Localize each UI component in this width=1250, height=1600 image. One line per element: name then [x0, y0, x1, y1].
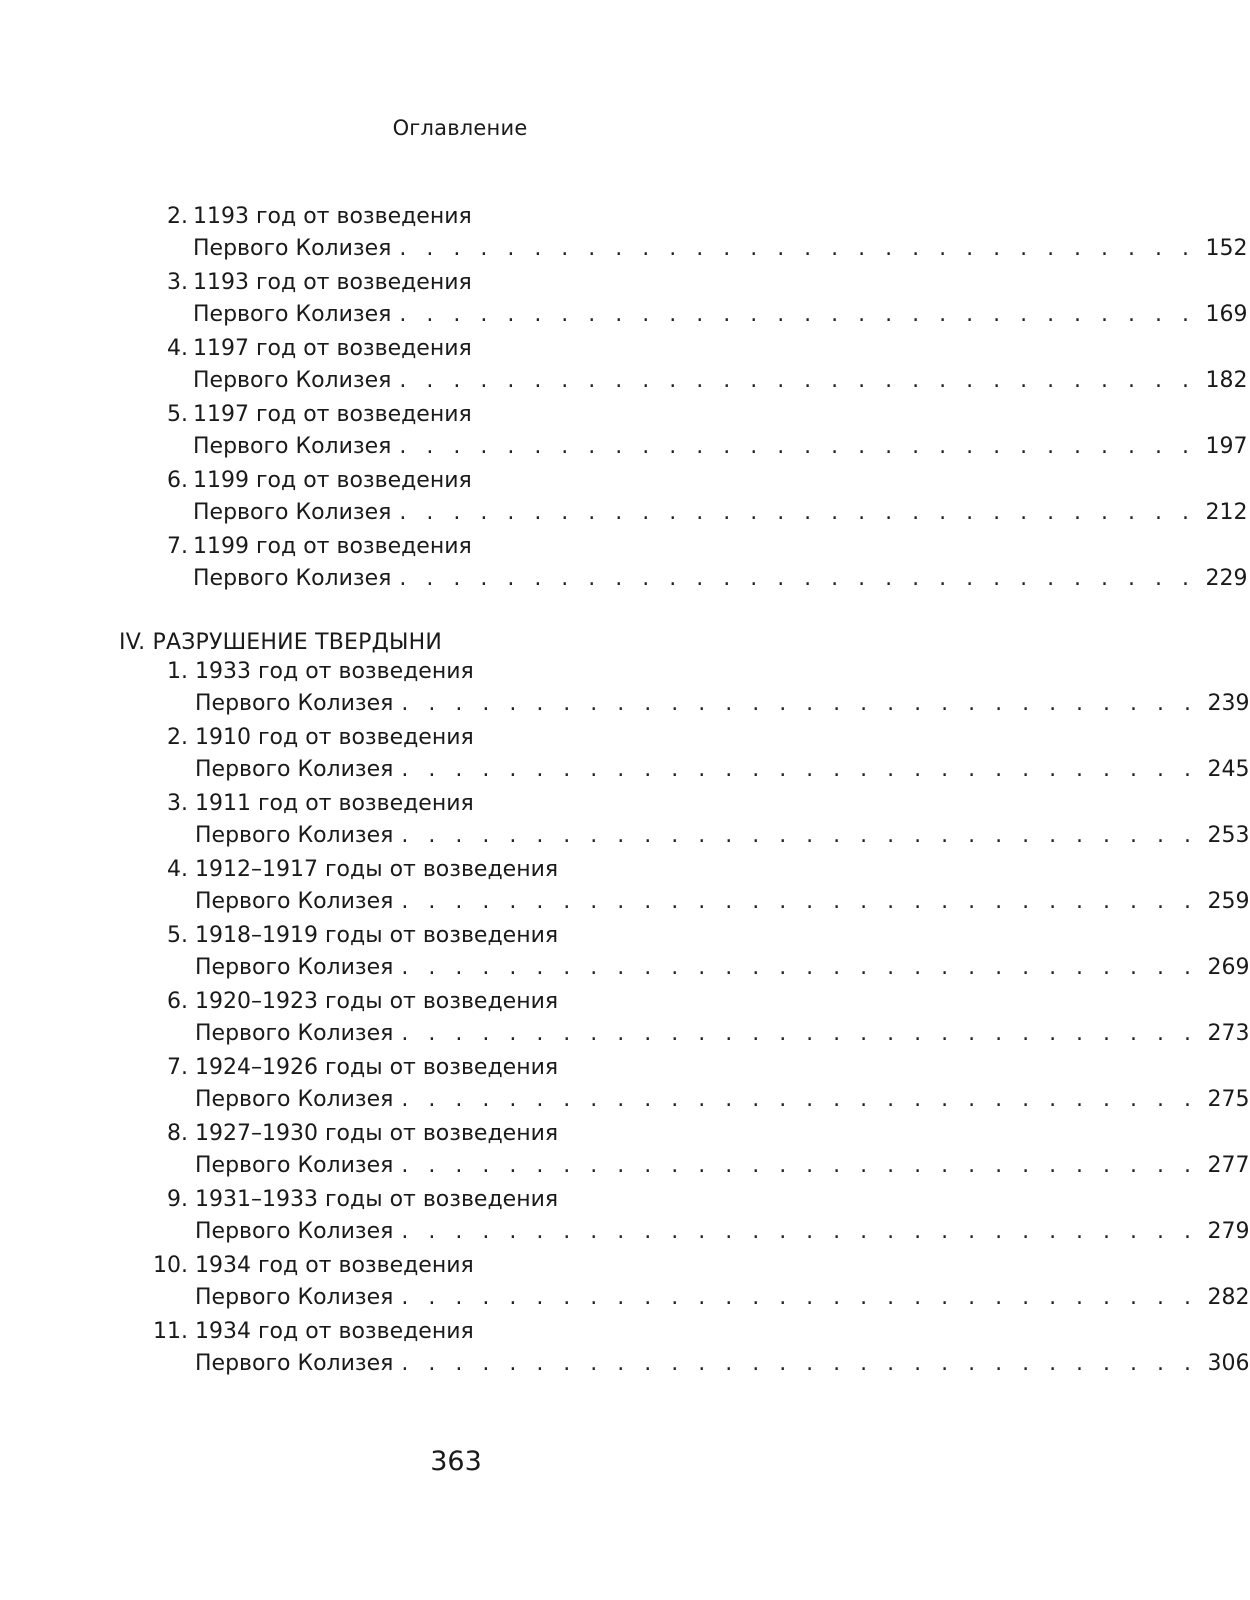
- dot-leader: . . . . . . . . . . . . . . . . . . . . . . . . . . . . . .: [401, 1087, 1198, 1112]
- entry-page-number: 169: [1205, 302, 1248, 327]
- entry-page-number: 306: [1207, 1351, 1250, 1376]
- entry-page-number: 269: [1207, 955, 1250, 980]
- dot-leader: . . . . . . . . . . . . . . . . . . . . . . . . . . . . . .: [399, 302, 1196, 327]
- dot-leader: . . . . . . . . . . . . . . . . . . . . . . . . . . . . . .: [401, 1285, 1198, 1310]
- entry-title: 1918–1919 годы от возведения: [195, 923, 559, 948]
- entry-subtitle: Первого Колизея: [195, 1351, 394, 1376]
- toc-entry[interactable]: [0, 989, 1250, 1055]
- entry-number: 8.: [167, 1121, 188, 1146]
- dot-leader: . . . . . . . . . . . . . . . . . . . . . . . . . . . . . .: [399, 500, 1196, 525]
- toc-entry[interactable]: [0, 725, 1250, 791]
- toc-entry[interactable]: [0, 468, 1248, 534]
- entry-subtitle: Первого Колизея: [195, 1087, 394, 1112]
- dot-leader: . . . . . . . . . . . . . . . . . . . . . . . . . . . . . .: [401, 757, 1198, 782]
- entry-subtitle: Первого Колизея: [195, 823, 394, 848]
- entry-page-number: 282: [1207, 1285, 1250, 1310]
- toc-entry[interactable]: [0, 1319, 1250, 1385]
- entry-title: 1934 год от возведения: [195, 1319, 474, 1344]
- dot-leader: . . . . . . . . . . . . . . . . . . . . . . . . . . . . . .: [401, 1351, 1198, 1376]
- entry-title: 1911 год от возведения: [195, 791, 474, 816]
- entry-number: 2.: [167, 725, 188, 750]
- entry-page-number: 152: [1205, 236, 1248, 261]
- dot-leader: . . . . . . . . . . . . . . . . . . . . . . . . . . . . . .: [401, 823, 1198, 848]
- dot-leader: . . . . . . . . . . . . . . . . . . . . . . . . . . . . . .: [401, 1219, 1198, 1244]
- entry-title: 1193 год от возведения: [193, 270, 472, 295]
- toc-list-part-4: [0, 659, 1250, 1385]
- toc-entry[interactable]: [0, 534, 1248, 600]
- toc-entry[interactable]: [0, 659, 1250, 725]
- entry-subtitle: Первого Колизея: [195, 1021, 394, 1046]
- entry-page-number: 212: [1205, 500, 1248, 525]
- entry-title: 1910 год от возведения: [195, 725, 474, 750]
- entry-subtitle: Первого Колизея: [195, 955, 394, 980]
- dot-leader: . . . . . . . . . . . . . . . . . . . . . . . . . . . . . .: [401, 691, 1198, 716]
- toc-entry[interactable]: [0, 204, 1248, 270]
- entry-title: 1199 год от возведения: [193, 468, 472, 493]
- entry-title: 1931–1933 годы от возведения: [195, 1187, 559, 1212]
- entry-subtitle: Первого Колизея: [195, 1153, 394, 1178]
- entry-number: 7.: [167, 1055, 188, 1080]
- toc-list-part-3: [0, 204, 1248, 600]
- entry-number: 7.: [167, 534, 188, 559]
- entry-page-number: 182: [1205, 368, 1248, 393]
- entry-subtitle: Первого Колизея: [193, 500, 392, 525]
- entry-title: 1193 год от возведения: [193, 204, 472, 229]
- entry-page-number: 229: [1205, 566, 1248, 591]
- dot-leader: . . . . . . . . . . . . . . . . . . . . . . . . . . . . . .: [401, 889, 1198, 914]
- entry-number: 6.: [167, 468, 188, 493]
- entry-title: 1927–1930 годы от возведения: [195, 1121, 559, 1146]
- entry-number: 6.: [167, 989, 188, 1014]
- entry-subtitle: Первого Колизея: [195, 1285, 394, 1310]
- dot-leader: . . . . . . . . . . . . . . . . . . . . . . . . . . . . . .: [401, 1153, 1198, 1178]
- entry-subtitle: Первого Колизея: [193, 302, 392, 327]
- entry-subtitle: Первого Колизея: [195, 889, 394, 914]
- entry-number: 10.: [153, 1253, 188, 1278]
- entry-title: 1197 год от возведения: [193, 336, 472, 361]
- entry-number: 5.: [167, 402, 188, 427]
- entry-title: 1197 год от возведения: [193, 402, 472, 427]
- entry-number: 3.: [167, 791, 188, 816]
- entry-page-number: 273: [1207, 1021, 1250, 1046]
- entry-number: 9.: [167, 1187, 188, 1212]
- entry-page-number: 197: [1205, 434, 1248, 459]
- entry-title: 1199 год от возведения: [193, 534, 472, 559]
- entry-page-number: 245: [1207, 757, 1250, 782]
- entry-subtitle: Первого Колизея: [193, 368, 392, 393]
- entry-page-number: 239: [1207, 691, 1250, 716]
- dot-leader: . . . . . . . . . . . . . . . . . . . . . . . . . . . . . .: [399, 236, 1196, 261]
- entry-title: 1920–1923 годы от возведения: [195, 989, 559, 1014]
- entry-number: 5.: [167, 923, 188, 948]
- toc-entry[interactable]: [0, 857, 1250, 923]
- entry-page-number: 275: [1207, 1087, 1250, 1112]
- toc-entry[interactable]: [0, 336, 1248, 402]
- entry-subtitle: Первого Колизея: [193, 236, 392, 261]
- entry-title: 1934 год от возведения: [195, 1253, 474, 1278]
- entry-number: 2.: [167, 204, 188, 229]
- entry-page-number: 259: [1207, 889, 1250, 914]
- page-header-title: Оглавление: [392, 116, 528, 140]
- dot-leader: . . . . . . . . . . . . . . . . . . . . . . . . . . . . . .: [401, 1021, 1198, 1046]
- entry-number: 3.: [167, 270, 188, 295]
- entry-page-number: 253: [1207, 823, 1250, 848]
- dot-leader: . . . . . . . . . . . . . . . . . . . . . . . . . . . . . .: [401, 955, 1198, 980]
- toc-entry[interactable]: [0, 1253, 1250, 1319]
- entry-number: 11.: [153, 1319, 188, 1344]
- dot-leader: . . . . . . . . . . . . . . . . . . . . . . . . . . . . . .: [399, 368, 1196, 393]
- entry-subtitle: Первого Колизея: [195, 1219, 394, 1244]
- toc-entry[interactable]: [0, 791, 1250, 857]
- entry-title: 1933 год от возведения: [195, 659, 474, 684]
- page-number: 363: [430, 1446, 482, 1477]
- toc-entry[interactable]: [0, 1187, 1250, 1253]
- entry-page-number: 279: [1207, 1219, 1250, 1244]
- entry-number: 4.: [167, 857, 188, 882]
- entry-subtitle: Первого Колизея: [195, 757, 394, 782]
- dot-leader: . . . . . . . . . . . . . . . . . . . . . . . . . . . . . .: [399, 566, 1196, 591]
- entry-subtitle: Первого Колизея: [193, 434, 392, 459]
- entry-subtitle: Первого Колизея: [193, 566, 392, 591]
- toc-entry[interactable]: [0, 1121, 1250, 1187]
- section-heading[interactable]: IV. РАЗРУШЕНИЕ ТВЕРДЫНИ: [119, 630, 442, 655]
- toc-entry[interactable]: [0, 1055, 1250, 1121]
- dot-leader: . . . . . . . . . . . . . . . . . . . . . . . . . . . . . .: [399, 434, 1196, 459]
- entry-subtitle: Первого Колизея: [195, 691, 394, 716]
- toc-entry[interactable]: [0, 270, 1248, 336]
- entry-page-number: 277: [1207, 1153, 1250, 1178]
- entry-number: 4.: [167, 336, 188, 361]
- entry-title: 1912–1917 годы от возведения: [195, 857, 559, 882]
- entry-title: 1924–1926 годы от возведения: [195, 1055, 559, 1080]
- toc-entry[interactable]: [0, 402, 1248, 468]
- toc-entry[interactable]: [0, 923, 1250, 989]
- entry-number: 1.: [167, 659, 188, 684]
